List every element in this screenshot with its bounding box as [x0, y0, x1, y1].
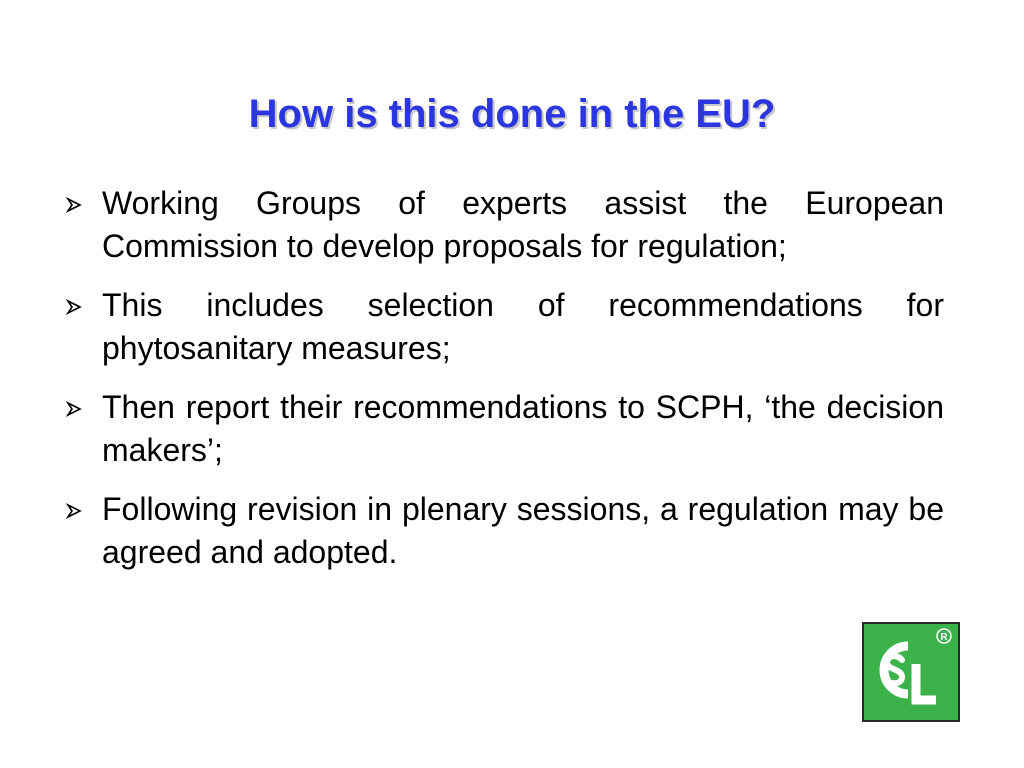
- arrow-bullet-icon: [66, 197, 82, 213]
- bullet-item: [62, 284, 944, 370]
- bullet-text: This includes selection of recommendations for phytosanitary measures;: [102, 287, 944, 366]
- bullet-text: Following revision in plenary sessions, a regulation may be agreed and adopted.: [102, 491, 944, 570]
- slide-title: How is this done in the EU?: [248, 92, 776, 136]
- registered-mark: R: [940, 632, 948, 643]
- bullet-item: [62, 488, 944, 574]
- bullet-text: Then report their recommendations to SCPH, ‘the decision makers’;: [102, 389, 944, 468]
- bullet-list: [62, 182, 944, 590]
- arrow-bullet-icon: [66, 299, 82, 315]
- csl-logo: [862, 622, 960, 722]
- arrow-bullet-icon: [66, 503, 82, 519]
- arrow-bullet-icon: [66, 401, 82, 417]
- csl-logo-icon: [864, 624, 958, 720]
- bullet-text: Working Groups of experts assist the European Commission to develop proposals for regulation;: [102, 185, 944, 264]
- bullet-item: [62, 386, 944, 472]
- bullet-item: [62, 182, 944, 268]
